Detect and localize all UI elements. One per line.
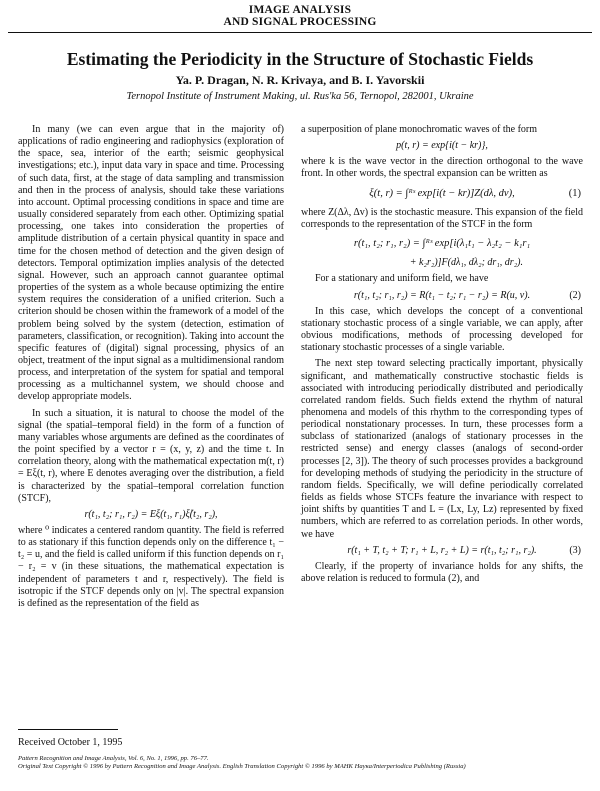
equation-1-number: (1) — [568, 187, 581, 199]
right-paragraph-7: Clearly, if the property of invariance holds for any shifts, the above relation is reduced to formula (2), and — [301, 560, 583, 584]
left-paragraph-1: In many (we can even argue that in the majority of) applications of radio engineering and radiophysics (exploration of the space, sea, interior of the earth; seismic geophysical investigations; etc.), input data vary in space and time. Processing of such data, first, at the stage of data sampling and transmission and then in the process of analysis, should take these variations into account. Optimal processing conditions in space and time are usually considered separately from each other. Optimizing spatial processing, one takes into consideration the properties of amplitude distribution of a certain physical quantity in space and time for the chosen method of detection and the given design of detectors. Temporal optimization implies analysis of the detected signal. However, such an approach cannot guarantee optimal properties of the system as a whole because optimizing the entire system requires the consideration of a unified criterion. Such a criterion should be chosen within the framework of a model of the problem being solved by the system (detection, estimation of parameters, classification, or recognition). Taking into account the specific features of (digital) signal processing, physics of an object, treatment of the input signal as a multidimensional random process, and interpretation of the system for spatial and temporal processing as a multichannel system, we should choose and develop appropriate models. — [18, 124, 284, 403]
article-affiliation: Ternopol Institute of Instrument Making, ul. Rus'ka 56, Ternopol, 282001, Ukraine — [126, 91, 474, 102]
right-column — [301, 124, 583, 585]
section-header-line2: AND SIGNAL PROCESSING — [223, 16, 377, 28]
equation-1-body: ξ(t, r) = ∫ᴿˢ exp[i(t − kr)]Z(dλ, dv), — [369, 187, 515, 199]
equation-2 — [301, 290, 583, 302]
citation-line-2: Original Text Copyright © 1996 by Pattern Recognition and Image Analysis. English Translation Copyright © 1996 by MAHK Hayкa/Interperiodica Publishing (Russia) — [18, 763, 466, 770]
right-paragraph-3: where Z(Δλ, Δv) is the stochastic measure. This expansion of the field corresponds to the representation of the STCF in the form — [301, 206, 583, 230]
section-header — [0, 4, 600, 28]
equation-3 — [301, 545, 583, 557]
equation-plane-wave: p(t, r) = exp{i(t − kr)}, — [396, 140, 488, 152]
equation-1 — [301, 188, 583, 200]
equation-stcf-expansion-line2: + k₂r₂)]F(dλ₁, dλ₂; dr₁, dr₂). — [409, 257, 523, 269]
header-divider — [8, 32, 592, 33]
left-column — [18, 124, 284, 610]
received-date: Received October 1, 1995 — [18, 737, 123, 748]
right-paragraph-6: The next step toward selecting practically important, physically significant, and mathematically constructive stochastic fields is associated with introducing periodically distributed and periodically correlated random fields. Such fields extend the rhythm of natural phenomena and models of this rhythm to the corresponding types of periodical nonstationary processes. In turn, these processes form a subclass of stationarized (analogs of stationary processes in the restricted sense) and energy classes (analogs of second-order processes [2, 3]). The theory of such processes provides a background for developing methods of studying the periodicity in the structure of random fields. Specifically, we will define periodically correlated fields as fields whose STCFs feature the invariance with respect to joint shifts by quantities T and L = (Lx, Ly, Lz) represented by fixed numbers, which are referred to as correlation periods. In other words, we have — [301, 358, 583, 540]
left-paragraph-3: where ⁰ indicates a centered random quantity. The field is referred to as stationary if this function depends only on the difference t₁ − t₂ = u, and the field is called uniform if this function depends on r₁ − r₂ = v (in these situations, the mathematical expectation is independent of parameters t and r, respectively). The field is isotropic if the STCF depends only on |v|. The spectral expansion is defined as the representation of the field as — [18, 525, 284, 609]
right-paragraph-4: For a stationary and uniform field, we have — [315, 273, 489, 285]
equation-2-body: r(t₁, t₂; r₁, r₂) = R(t₁ − t₂; r₁ − r₂) = R(u, v). — [353, 289, 531, 301]
citation-line-1: Pattern Recognition and Image Analysis, Vol. 6, No. 1, 1996, pp. 76–77. — [18, 755, 209, 762]
right-paragraph-2: where k is the wave vector in the direction orthogonal to the wave front. In other words, the spectral expansion can be written as — [301, 156, 583, 180]
equation-3-number: (3) — [569, 544, 581, 556]
equation-2-number: (2) — [569, 289, 581, 301]
right-paragraph-5: In this case, which develops the concept of a conventional stationary stochastic process of a single variable, we can apply, after obvious modifications, methods of processing developed for stationary stochastic processes of a single variable. — [301, 305, 583, 354]
footnote-divider — [18, 729, 118, 730]
equation-3-body: r(t₁ + T, t₂ + T; r₁ + L, r₂ + L) = r(t₁, t₂; r₁, r₂). — [347, 544, 537, 556]
section-header-line1: IMAGE ANALYSIS — [248, 4, 352, 16]
article-authors: Ya. P. Dragan, N. R. Krivaya, and B. I. Yavorskii — [175, 73, 425, 87]
article-title: Estimating the Periodicity in the Structure of Stochastic Fields — [66, 49, 534, 69]
left-paragraph-2: In such a situation, it is natural to choose the model of the signal (the spatial–temporal field) in the form of a function of many variables whose arguments are defined as the coordinates of the point specified by a vector r = (x, y, z) and the time t. In correlation theory, along with the mathematical expectation m(t, r) = Eξ(t, r), where E denotes averaging over the distribution, a field is characterized by the spatial–temporal correlation function (STCF), — [18, 407, 284, 504]
equation-stcf-expansion-line1: r(t₁, t₂; r₁, r₂) = ∫ᴿˢ exp[i(λ₁t₁ − λ₂t₂ − k₁r₁ — [353, 238, 531, 250]
equation-stcf: r(t₁, t₂; r₁, r₂) = Eξ(t₁, r₁)ξ̊(t₂, r₂), — [84, 508, 218, 520]
right-paragraph-1: a superposition of plane monochromatic waves of the form — [301, 124, 538, 135]
